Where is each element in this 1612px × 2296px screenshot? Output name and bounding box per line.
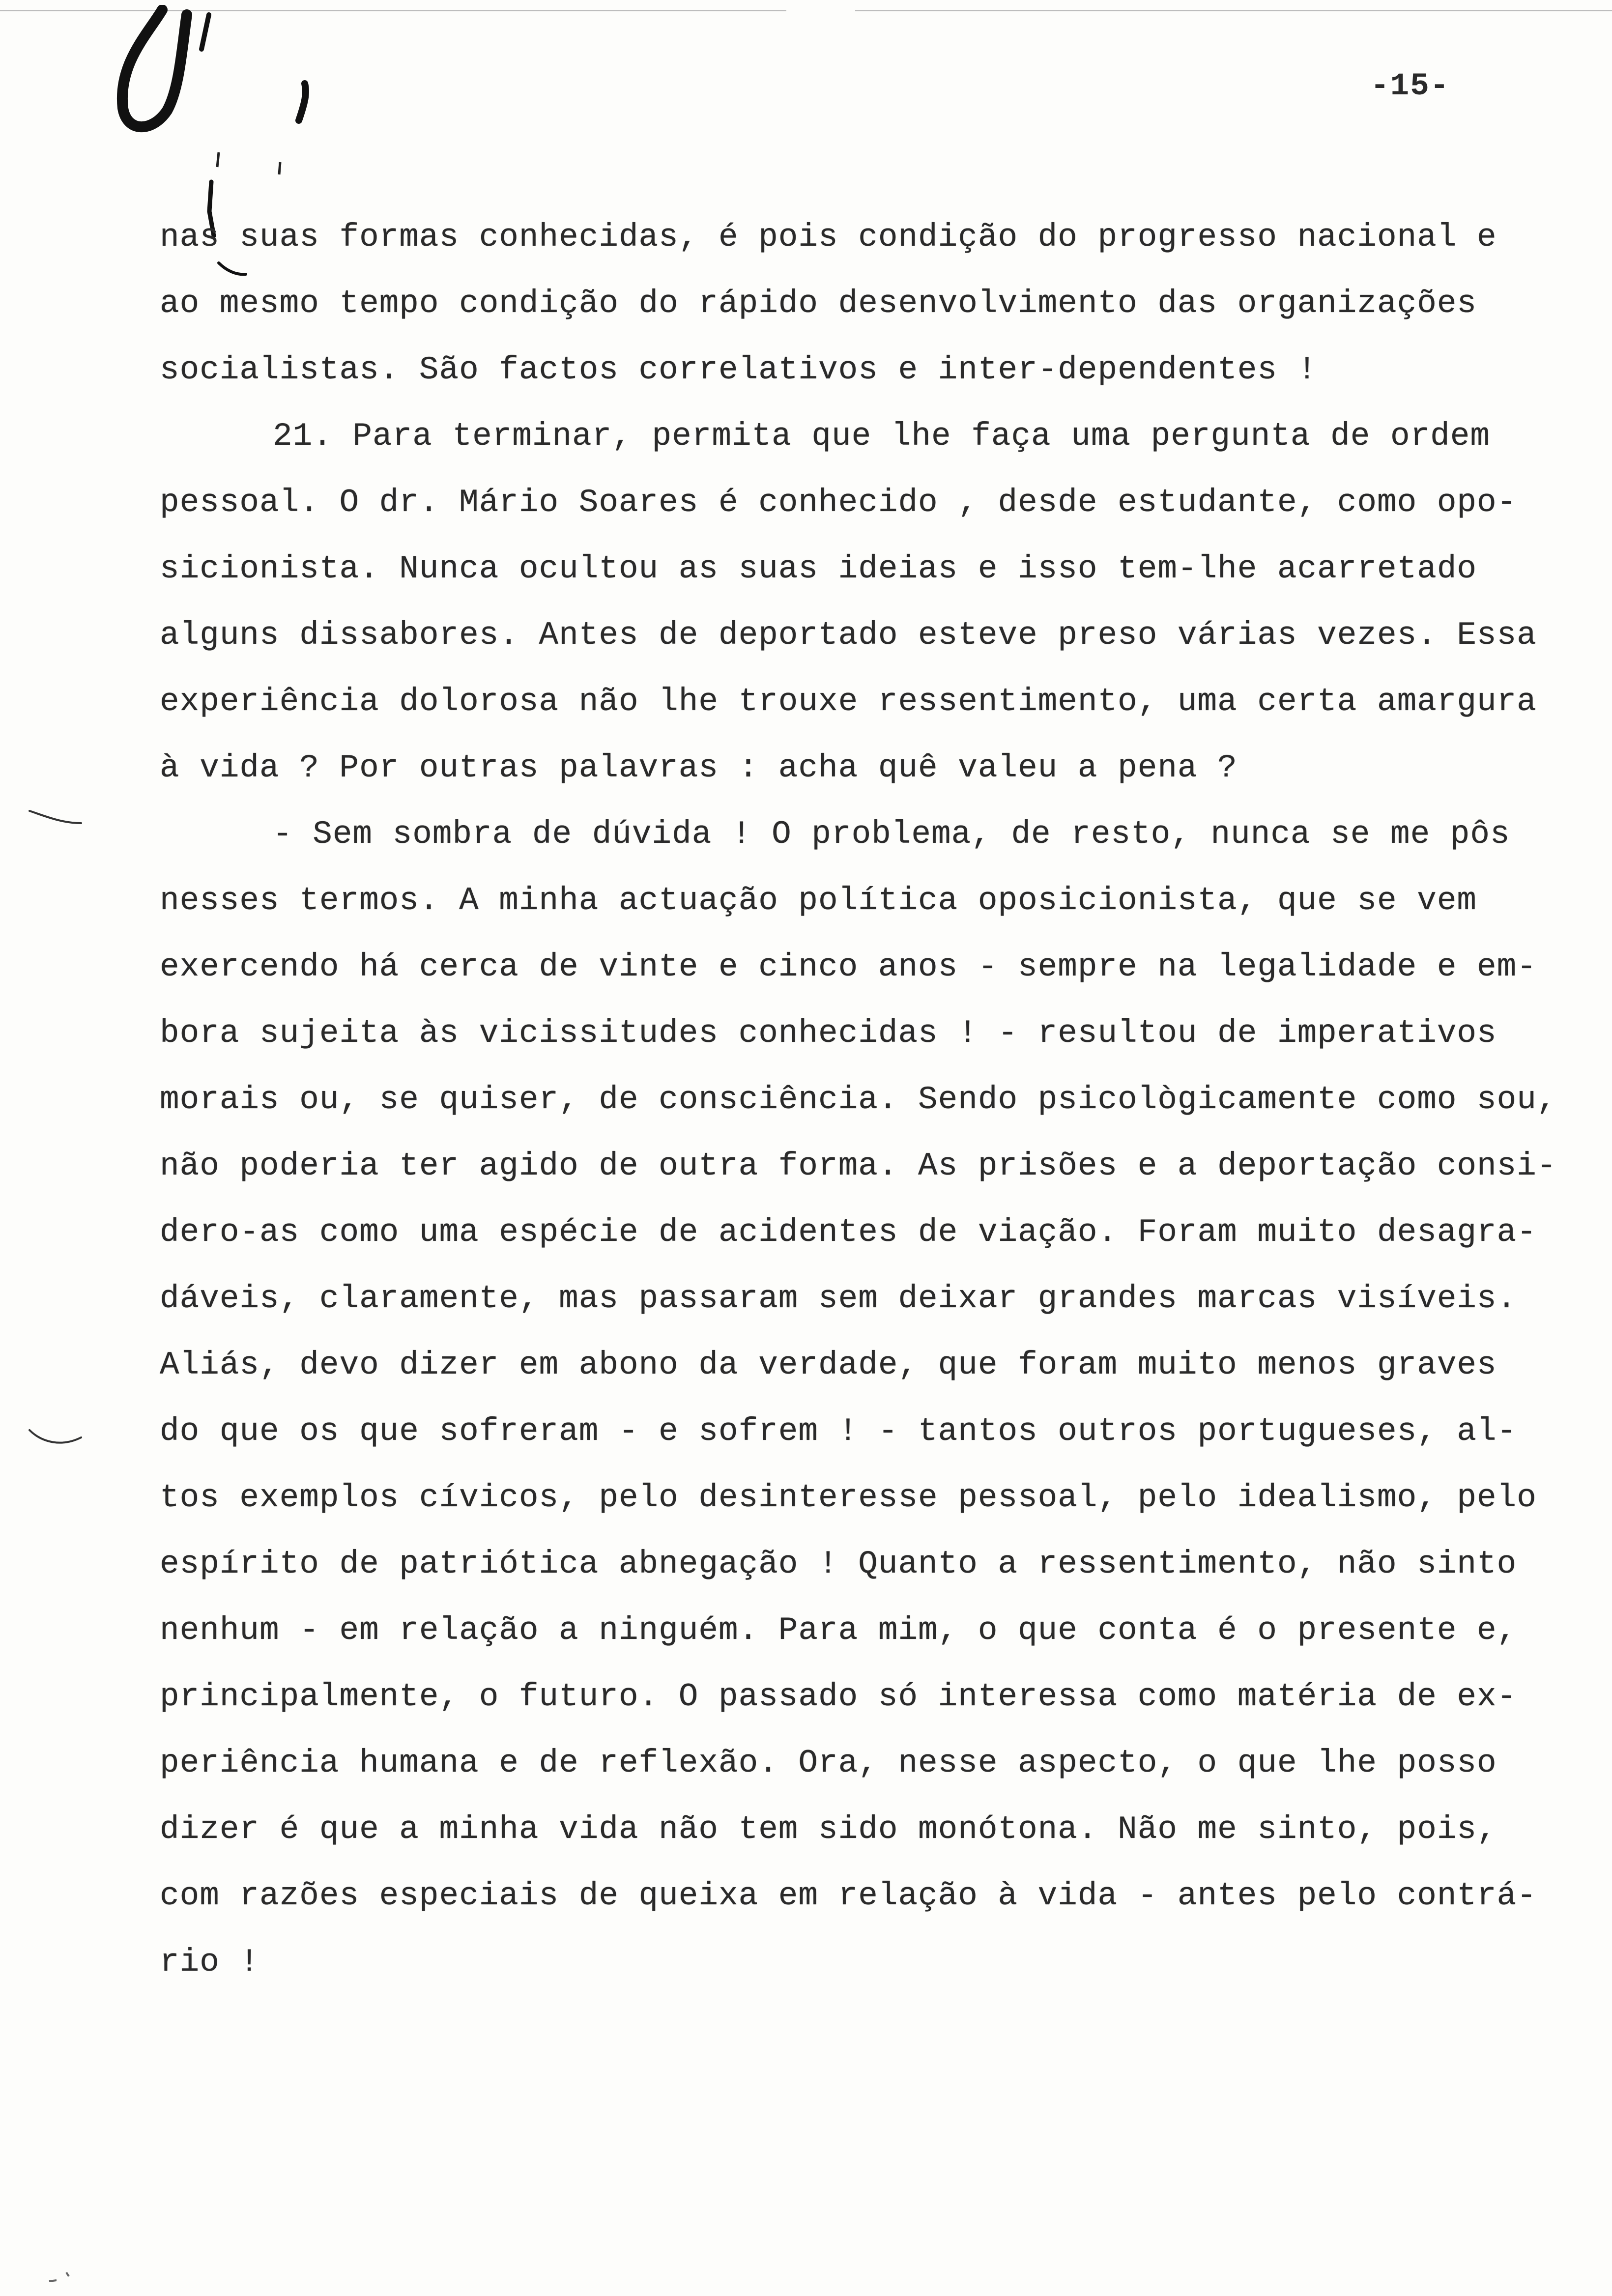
body-text: [160, 204, 1555, 1995]
corner-smudge: [44, 2267, 84, 2286]
text-line: ao mesmo tempo condição do rápido desenvolvimento das organizações: [160, 285, 1477, 322]
text-line: dero-as como uma espécie de acidentes de viação. Foram muito desagra-: [160, 1214, 1537, 1251]
text-line: principalmente, o futuro. O passado só interessa como matéria de ex-: [160, 1678, 1517, 1715]
pen-stroke-tick: [202, 15, 209, 49]
text-line: nas suas formas conhecidas, é pois condição do progresso nacional e: [160, 219, 1497, 256]
text-line: bora sujeita às vicissitudes conhecidas ! - resultou de imperativos: [160, 1015, 1497, 1052]
text-line: experiência dolorosa não lhe trouxe ressentimento, uma certa amargura: [160, 683, 1537, 720]
text-line: socialistas. São factos correlativos e inter-dependentes !: [160, 351, 1318, 388]
question-21-start: 21. Para terminar, permita que lhe faça uma pergunta de ordem: [273, 418, 1490, 455]
text-line: alguns dissabores. Antes de deportado esteve preso várias vezes. Essa: [160, 617, 1537, 654]
text-line: exercendo há cerca de vinte e cinco anos - sempre na legalidade e em-: [160, 948, 1537, 985]
text-line: dáveis, claramente, mas passaram sem deixar grandes marcas visíveis.: [160, 1280, 1517, 1317]
margin-tick-lower: [27, 1425, 86, 1455]
text-line: rio !: [160, 1944, 260, 1980]
text-line: espírito de patriótica abnegação ! Quanto a ressentimento, não sinto: [160, 1546, 1517, 1582]
text-line: nenhum - em relação a ninguém. Para mim, o que conta é o presente e,: [160, 1612, 1517, 1649]
pen-stroke-vertical-2: [279, 162, 280, 174]
margin-tick-upper: [27, 806, 86, 831]
page-number: -15-: [1370, 69, 1450, 104]
text-line: nesses termos. A minha actuação política oposicionista, que se vem: [160, 882, 1477, 919]
answer-start: - Sem sombra de dúvida ! O problema, de resto, nunca se me pôs: [273, 816, 1510, 853]
text-line: dizer é que a minha vida não tem sido monótona. Não me sinto, pois,: [160, 1811, 1497, 1848]
text-line: com razões especiais de queixa em relação à vida - antes pelo contrá-: [160, 1877, 1537, 1914]
text-line: morais ou, se quiser, de consciência. Sendo psicològicamente como sou,: [160, 1081, 1557, 1118]
text-line: Aliás, devo dizer em abono da verdade, que foram muito menos graves: [160, 1347, 1497, 1383]
top-rule-right: [855, 10, 1612, 11]
text-line: não poderia ter agido de outra forma. As prisões e a deportação consi-: [160, 1148, 1557, 1184]
pen-stroke-large: [122, 10, 187, 127]
pen-stroke-vertical-1: [217, 152, 219, 167]
pen-stroke-comma: [299, 84, 306, 120]
text-line: sicionista. Nunca ocultou as suas ideias e isso tem-lhe acarretado: [160, 550, 1477, 587]
text-line: tos exemplos cívicos, pelo desinteresse pessoal, pelo idealismo, pelo: [160, 1479, 1537, 1516]
text-line: à vida ? Por outras palavras : acha quê valeu a pena ?: [160, 749, 1238, 786]
text-line: periência humana e de reflexão. Ora, nesse aspecto, o que lhe posso: [160, 1745, 1497, 1781]
text-line: pessoal. O dr. Mário Soares é conhecido , desde estudante, como opo-: [160, 484, 1517, 521]
text-line: do que os que sofreram - e sofrem ! - tantos outros portugueses, al-: [160, 1413, 1517, 1450]
